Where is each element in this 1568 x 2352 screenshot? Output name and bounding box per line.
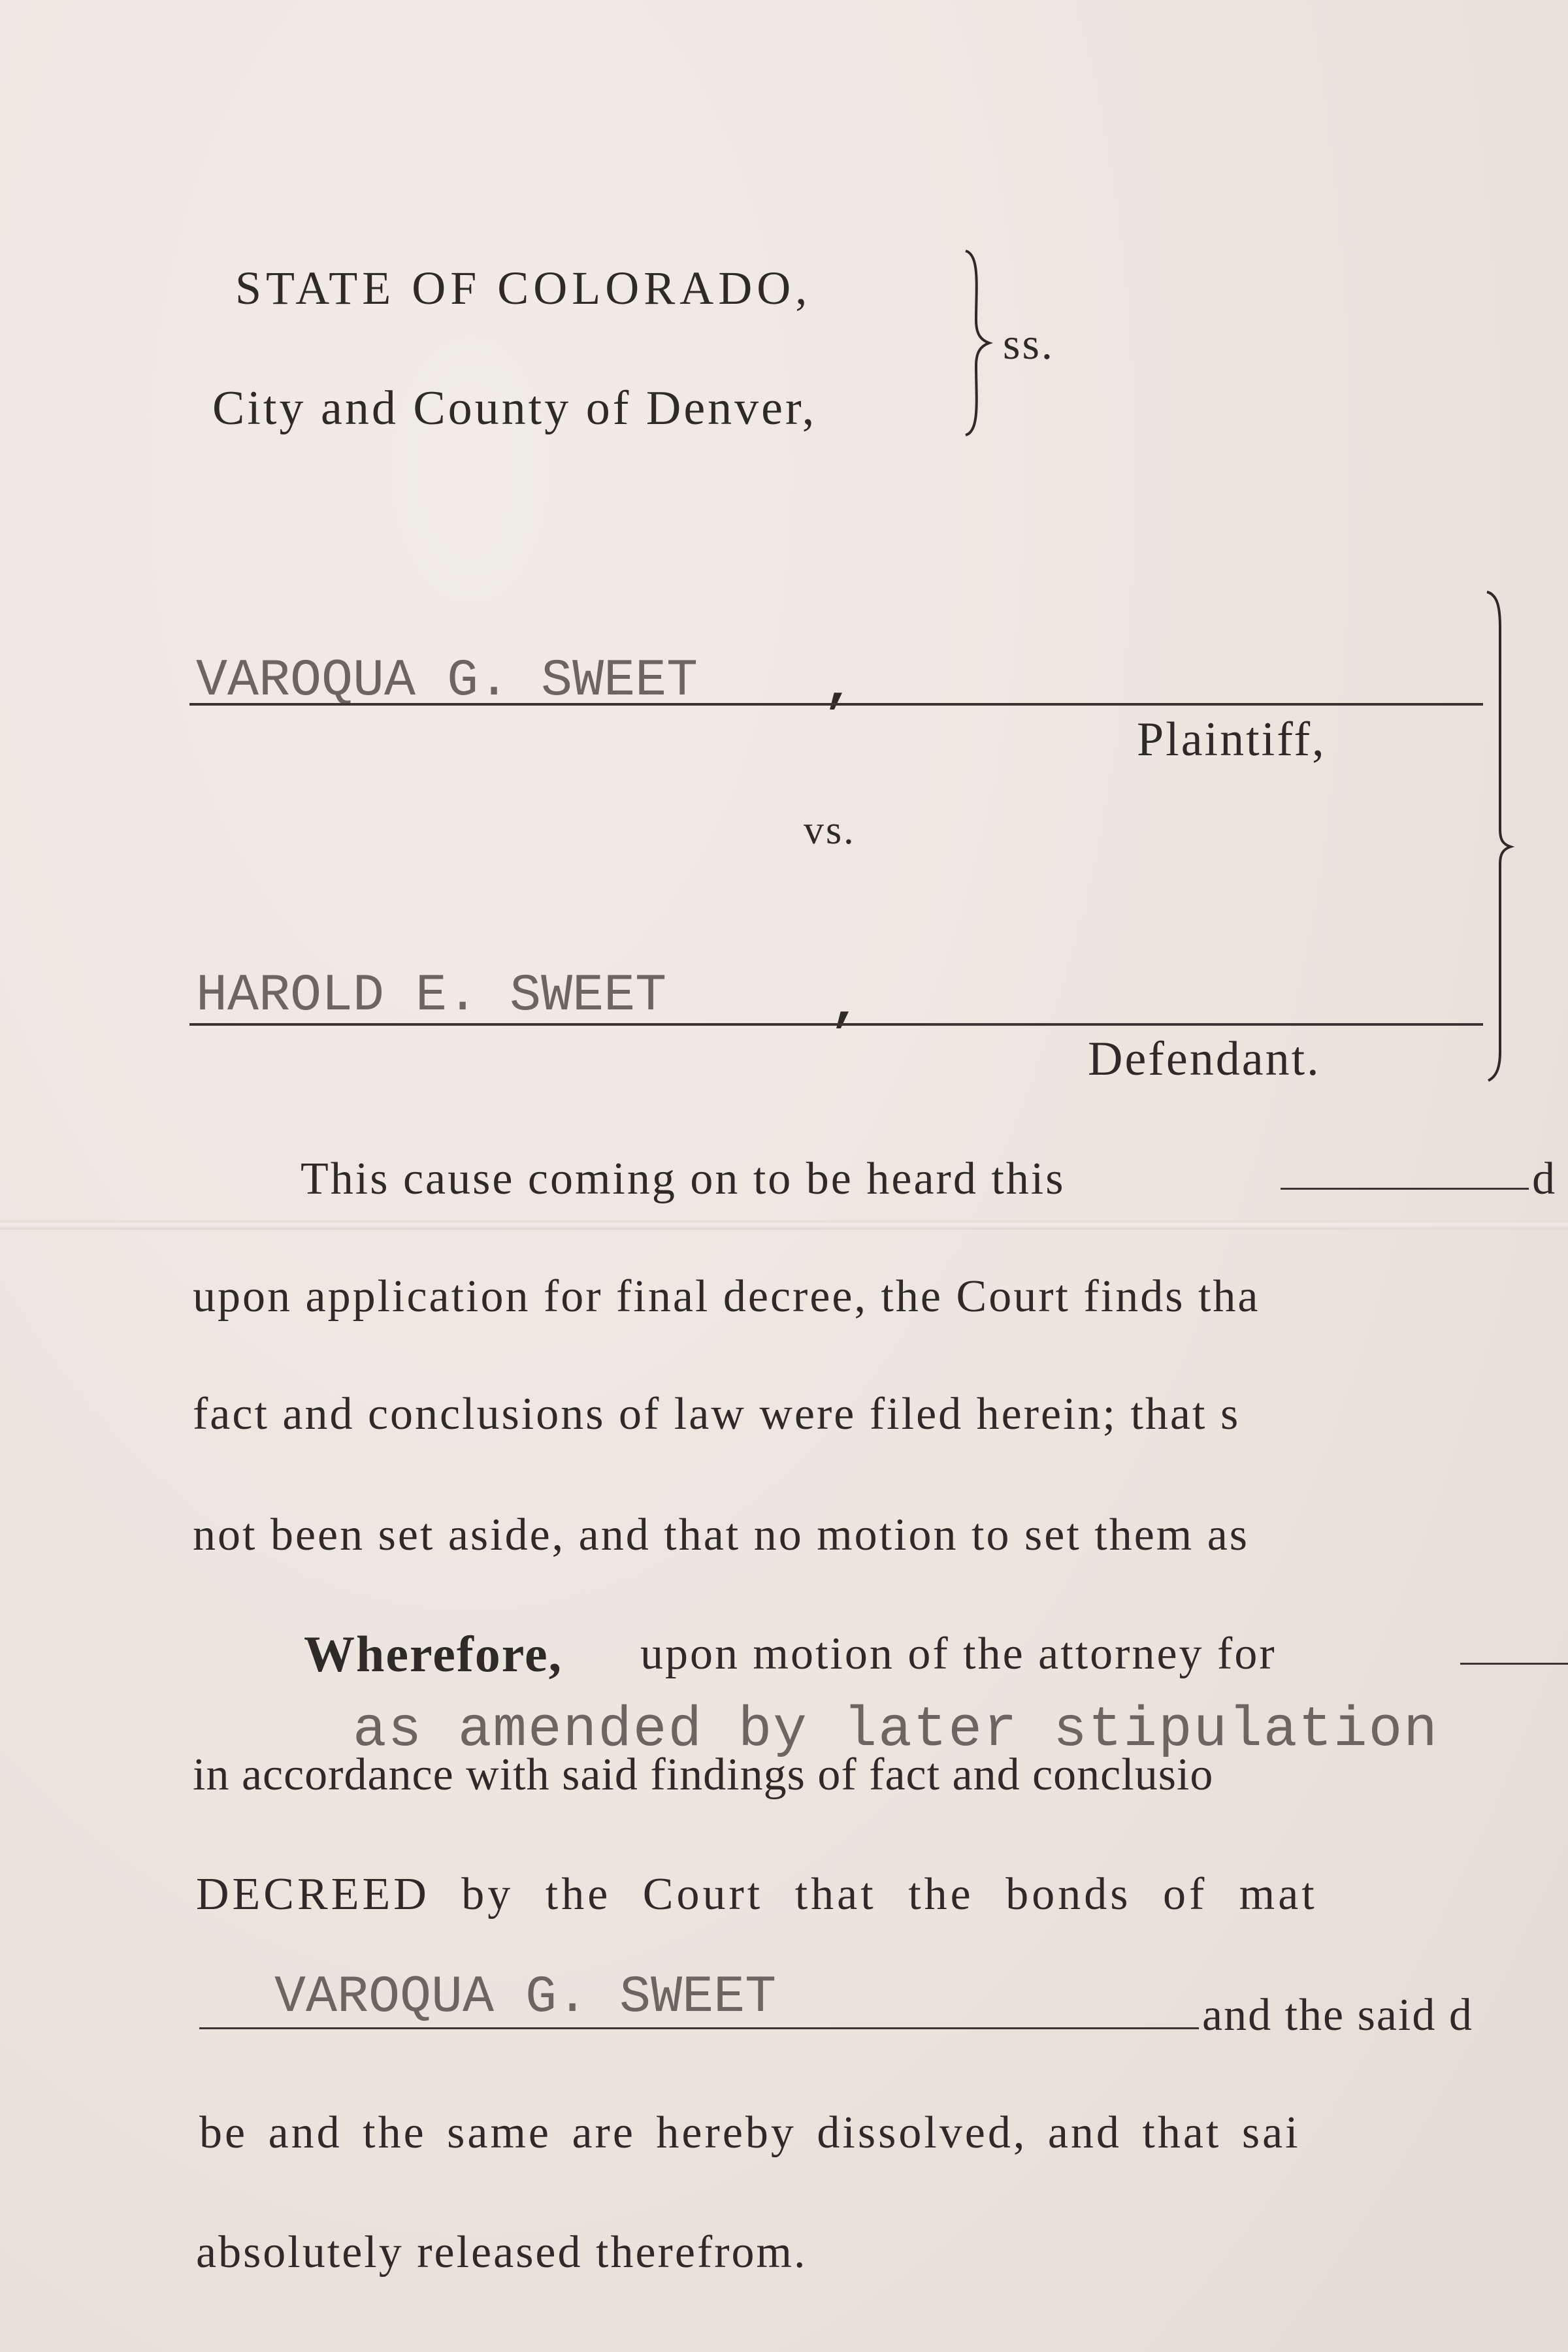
venue-brace	[960, 248, 1000, 438]
body-line-1-end: d	[1532, 1154, 1557, 1204]
venue-ss: ss.	[1003, 319, 1054, 368]
body-line-10: absolutely released therefrom.	[196, 2227, 808, 2278]
defendant-name: HAROLD E. SWEET	[196, 966, 667, 1026]
body-line-8: and the said d	[1202, 1990, 1473, 2040]
body-line-1: This cause coming on to be heard this	[301, 1154, 1066, 1204]
versus-label: vs.	[804, 808, 856, 853]
body-line-7: DECREED by the Court that the bonds of mat	[196, 1869, 1318, 1919]
plaintiff-line	[189, 703, 1483, 706]
defendant-comma: ,	[830, 976, 862, 1036]
body-line-5: upon motion of the attorney for	[640, 1629, 1277, 1679]
venue-county: City and County of Denver,	[212, 382, 817, 435]
venue-state: STATE OF COLORADO,	[235, 262, 812, 314]
plaintiff-label: Plaintiff,	[1137, 713, 1326, 766]
paper-fold	[0, 1220, 1568, 1230]
date-blank	[1281, 1188, 1529, 1190]
typed-amendment: as amended by later stipulation	[353, 1698, 1439, 1762]
defendant-label: Defendant.	[1088, 1032, 1321, 1086]
party-name-line	[199, 2027, 1199, 2029]
body-line-3: fact and conclusions of law were filed herein; that s	[193, 1389, 1241, 1439]
wherefore-heading: Wherefore,	[304, 1625, 563, 1682]
plaintiff-name: VAROQUA G. SWEET	[196, 651, 698, 711]
body-line-6: in accordance with said findings of fact and conclusio	[193, 1750, 1214, 1800]
plaintiff-comma: ,	[823, 657, 855, 717]
body-line-2: upon application for final decree, the Court finds tha	[193, 1271, 1260, 1322]
defendant-line	[189, 1023, 1483, 1026]
typed-party-name: VAROQUA G. SWEET	[274, 1968, 777, 2027]
attorney-blank	[1460, 1663, 1568, 1665]
body-line-4: not been set aside, and that no motion to set them as	[193, 1510, 1250, 1560]
body-line-9: be and the same are hereby dissolved, and that sai	[199, 2108, 1301, 2158]
caption-brace	[1483, 588, 1529, 1085]
